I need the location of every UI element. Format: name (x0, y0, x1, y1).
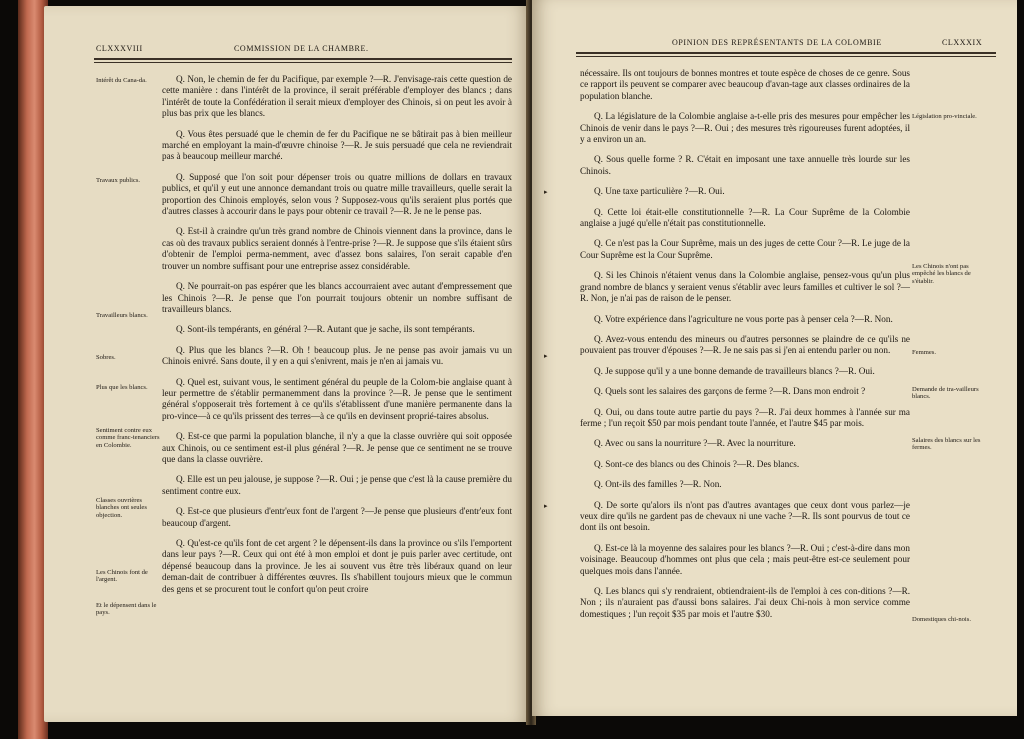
paragraph: Q. Avec ou sans la nourriture ?—R. Avec la nourriture. (594, 438, 796, 449)
header-rule (576, 52, 996, 54)
paragraph: Q. De sorte qu'alors ils n'ont pas d'autres avantages que ceux dont vous parlez—je veux dire qu'ils ne gardent pas de chevaux ni une vache ?—R. Ils sont pourvus de tout ce dont ils ont besoin. (580, 499, 910, 533)
paragraph: Q. Elle est un peu jalouse, je suppose ?—R. Oui ; je pense que c'est là la cause première du sentiment contre eux. (162, 474, 512, 496)
header-rule (576, 56, 996, 57)
paragraph: Q. Quels sont les salaires des garçons de ferme ?—R. Dans mon endroit ? (594, 386, 866, 397)
right-page (532, 0, 1017, 716)
paragraph: Q. Ont-ils des familles ?—R. Non. (594, 479, 722, 490)
sidenote: Travailleurs blancs. (96, 312, 148, 319)
paragraph: Q. Oui, ou dans toute autre partie du pays ?—R. J'ai deux hommes à l'année sur ma ferme ; l'un reçoit $50 par mois pendant toute l'année, et l'autre $45 par mois. (580, 406, 910, 428)
sidenote: Législation pro-vinciale. (912, 113, 977, 120)
paragraph: Q. Votre expérience dans l'agriculture ne vous porte pas à penser cela ?—R. Non. (594, 313, 893, 324)
paragraph: nécessaire. Ils ont toujours de bonnes montres et toute espèce de choses de ce genre. Sous ce rapport ils peuvent se comparer avec beaucoup d'avan-tage aux classes ordinaires de la population blanche. (580, 68, 910, 101)
sidenote: Demande de tra-vailleurs blancs. (912, 386, 979, 401)
sidenote: Travaux publics. (96, 177, 141, 184)
header-rule (94, 58, 512, 60)
paragraph: Q. Ne pourrait-on pas espérer que les blancs accourraient avec autant d'empressement que les Chinois ?—R. Je pense que l'on pourrait toujours obtenir un nombre suffisant de travailleurs blancs. (162, 281, 512, 314)
sidenote: Plus que les blancs. (96, 384, 148, 391)
left-running-title: COMMISSION DE LA CHAMBRE. (234, 44, 369, 53)
right-running-title: OPINION DES REPRÉSENTANTS DE LA COLOMBIE (672, 38, 882, 47)
paragraph: Q. Une taxe particulière ?—R. Oui. (594, 186, 725, 197)
right-page-number: CLXXXIX (942, 38, 983, 47)
right-text-column (580, 68, 910, 629)
sidenote: Femmes. (912, 349, 936, 356)
sidenote: Classes ouvrières blanches ont seules objection. (96, 497, 147, 519)
paragraph: Q. Sont-ils tempérants, en général ?—R. Autant que je sache, ils sont tempérants. (176, 324, 475, 335)
paragraph: Q. Les blancs qui s'y rendraient, obtiendraient-ils de l'emploi à ces con-ditions ?—R. Non ; ils n'auraient pas d'aussi bons salaires. J'ai deux Chi-nois à mon service comme domestiques ; l'un reçoit $35 par mois et l'autre $30. (580, 586, 910, 619)
paragraph: Q. Vous êtes persuadé que le chemin de fer du Pacifique ne se bâtirait pas à bien meilleur marché en employant la main-d'œuvre chinoise ?—R. Je suis persuadé que cela ne reviendrait pas à beaucoup meilleur marché. (162, 128, 512, 162)
paragraph: Q. Quel est, suivant vous, le sentiment général du peuple de la Colom-bie anglaise quant à leur permettre de s'établir permanemment dans la province ?—R. Je pense que le sentiment général s'opposerait très fortement à ce qu'ils s'établissent d'une manière permanente dans la pro-vince—à ce qu'ils prissent des terres—à ce qu'ils en devinsent proprié-taires absolus. (162, 376, 512, 421)
sidenote: Les Chinois font de l'argent. (96, 569, 148, 584)
sidenote: Les Chinois n'ont pas empêché les blancs de s'établir. (912, 263, 971, 285)
pointer-mark: ▸ (544, 502, 548, 510)
sidenote: Et le dépensent dans le pays. (96, 602, 157, 617)
paragraph: Q. Supposé que l'on soit pour dépenser trois ou quatre millions de dollars en travaux publics, et qu'il y eut une annonce demandant trois ou quatre mille travailleurs, quelle serait la proportion des Chinois employés, selon vous ? Supposez-vous qu'ils seraient plus portés que d'autres classes à accourir dans le pays pour obtenir ce travail ?—R. Je ne le pense pas. (162, 171, 512, 217)
paragraph: Q. Sont-ce des blancs ou des Chinois ?—R. Des blancs. (594, 458, 800, 469)
left-page-number: CLXXXVIII (96, 44, 143, 53)
paragraph: Q. Est-ce que parmi la population blanche, il n'y a que la classe ouvrière qui soit opposée aux Chinois, ou ce sentiment est-il plus général ?—R. Je pense que ce sentiment ne se trouve que dans la classe ouvrière. (162, 431, 512, 464)
sidenote: Domestiques chi-nois. (912, 616, 971, 623)
paragraph: Q. Ce n'est pas la Cour Suprême, mais un des juges de cette Cour ?—R. Le juge de la Cour Suprême est la Cour Suprême. (580, 238, 910, 260)
pointer-mark: ▸ (544, 188, 548, 196)
sidenote: Sobres. (96, 354, 116, 361)
paragraph: Q. Qu'est-ce qu'ils font de cet argent ? le dépensent-ils dans la province ou s'ils l'emportent dans leur pays ?—R. Ceux qui ont été à mon emploi et dont je puis parler avec certitude, ont dépensé beaucoup dans la province. Je les ai souvent vus être très libéraux quand on leur deman-dait de contribuer à différentes œuvres. Ils s'habillent toujours mieux que le commun des gens et se procurent tout le confort qu'on peut croire (162, 538, 512, 594)
sidenote: Salaires des blancs sur les fermes. (912, 437, 981, 452)
paragraph: Q. La législature de la Colombie anglaise a-t-elle pris des mesures pour empêcher les Chinois de venir dans le pays ?—R. Oui ; des mesures très rigoureuses furent adoptées, il y a environ un an. (580, 111, 910, 145)
left-page (44, 6, 530, 722)
paragraph: Q. Est-ce que plusieurs d'entr'eux font de l'argent ?—Je pense que plusieurs d'entr'eux font beaucoup d'argent. (162, 506, 512, 528)
paragraph: Q. Non, le chemin de fer du Pacifique, par exemple ?—R. J'envisage-rais cette question de cette manière : dans l'intérêt de la province, il serait préférable d'employer des blancs ; dans l'intérêt de toute la Confédération il serait mieux d'employer des Chinois, si on peut les avoir à plus bas prix que les blancs. (162, 74, 512, 119)
sidenote: Intérêt du Cana-da. (96, 77, 147, 84)
left-text-column (162, 74, 512, 604)
paragraph: Q. Sous quelle forme ? R. C'était en imposant une taxe annuelle très lourde sur les Chinois. (580, 154, 910, 176)
paragraph: Q. Cette loi était-elle constitutionnelle ?—R. La Cour Suprême de la Colombie anglaise a jugé qu'elle n'était pas constitutionnelle. (580, 206, 910, 229)
paragraph: Q. Si les Chinois n'étaient venus dans la Colombie anglaise, pensez-vous qu'un plus grand nombre de blancs y seraient venus s'établir avec leurs familles et cultiver le sol ?—R. Non, je n'ai pas de raison de le penser. (580, 270, 910, 304)
sidenote: Sentiment contre eux comme franc-tenanciers en Colombie. (96, 427, 160, 449)
pointer-mark: ▸ (544, 352, 548, 360)
header-rule (94, 62, 512, 63)
paragraph: Q. Est-il à craindre qu'un très grand nombre de Chinois viennent dans la province, dans le cas où des travaux publics seraient donnés à l'entre-prise ?—R. Je suppose que s'ils étaient sûrs d'obtenir de l'emploi perma-nemment, avec d'assez bons salaires, l'on serait capable d'en trouver un nombre suffisant pour une entreprise assez considérable. (162, 226, 512, 271)
paragraph: Q. Je suppose qu'il y a une bonne demande de travailleurs blancs ?—R. Oui. (594, 365, 875, 376)
paragraph: Q. Est-ce là la moyenne des salaires pour les blancs ?—R. Oui ; c'est-à-dire dans mon voisinage. Beaucoup d'hommes ont plus que cela ; mais peut-être est-ce seulement pour quelques mois dans l'année. (580, 542, 910, 576)
paragraph: Q. Plus que les blancs ?—R. Oh ! beaucoup plus. Je ne pense pas avoir jamais vu un Chinois enivré. Sans doute, il y en a qui s'enivrent, mais je n'en ai jamais vu. (162, 344, 512, 367)
paragraph: Q. Avez-vous entendu des mineurs ou d'autres personnes se plaindre de ce qu'ils ne pouvaient pas trouver d'épouses ?—R. Je ne sais pas si j'en ai entendu parler ou non. (580, 333, 910, 356)
